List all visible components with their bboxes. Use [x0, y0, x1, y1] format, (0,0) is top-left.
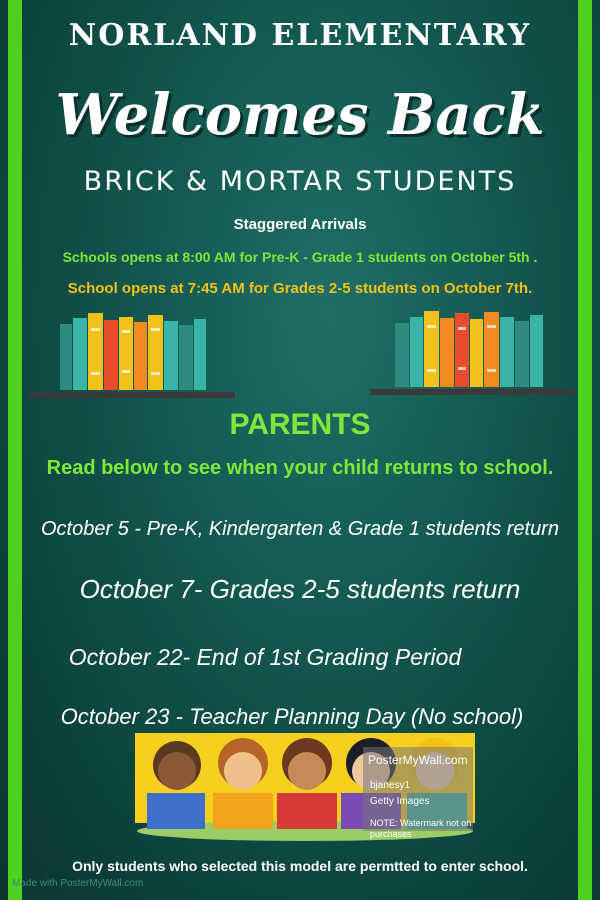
- opening-line-grades: School opens at 7:45 AM for Grades 2-5 students on October 7th.: [67, 280, 533, 297]
- books-right-illustration: [365, 305, 580, 400]
- watermark-source: Getty Images: [370, 796, 430, 807]
- opening-line-prek: Schools opens at 8:00 AM for Pre-K - Grade 1 students on October 5th .: [62, 249, 538, 265]
- watermark-note-2: purchases: [370, 829, 412, 839]
- date-october-23: October 23 - Teacher Planning Day (No school): [60, 704, 524, 729]
- books-left-illustration: [25, 308, 240, 403]
- parents-instruction: Read below to see when your child returns to school.: [46, 457, 554, 479]
- footer-note: Only students who selected this model are permtted to enter school.: [72, 858, 528, 874]
- subheadline: BRICK & MORTAR STUDENTS: [83, 166, 517, 197]
- parents-heading: PARENTS: [229, 408, 371, 441]
- headline: Welcomes Back: [55, 82, 545, 148]
- watermark-note: NOTE: Watermark not on: [370, 818, 472, 828]
- school-name: NORLAND ELEMENTARY: [68, 18, 532, 53]
- staggered-arrivals-title: Staggered Arrivals: [233, 216, 367, 233]
- date-october-7: October 7- Grades 2-5 students return: [79, 574, 521, 604]
- credit-text: Made with PosterMyWall.com: [12, 878, 144, 889]
- watermark-user: bjanesy1: [370, 780, 411, 791]
- date-october-5: October 5 - Pre-K, Kindergarten & Grade 1 students return: [40, 518, 560, 540]
- date-october-22: October 22- End of 1st Grading Period: [68, 644, 462, 670]
- watermark-brand: PosterMyWall.com: [368, 753, 468, 767]
